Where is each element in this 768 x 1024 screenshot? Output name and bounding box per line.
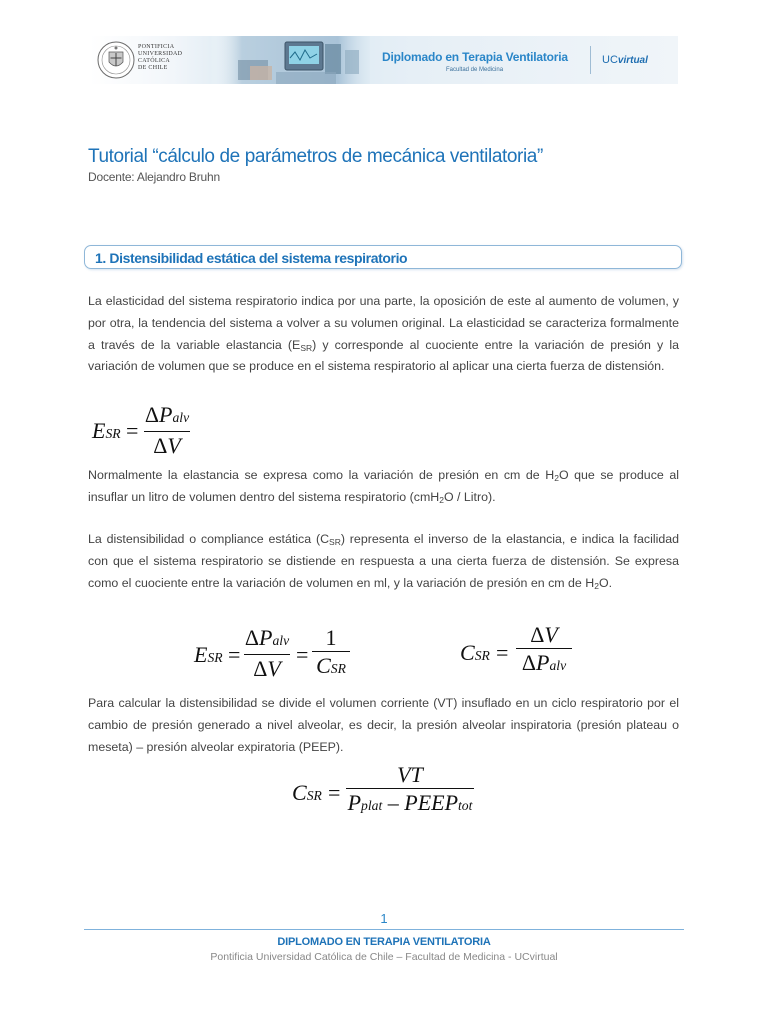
paragraph-compliance-calculation: Para calcular la distensibilidad se divide el volumen corriente (VT) insuflado en un ciclo respiratorio por el cambio de presión generado a nivel alveolar, es decir, la presión alveolar inspiratoria (presión plateau o meseta) – presión alveolar expiratoria (PEEP).: [88, 696, 679, 754]
formula-compliance-vt: CSR = VT Pplat – PEEPtot: [292, 762, 473, 815]
formula-compliance: CSR = ΔV ΔPalv: [458, 622, 578, 690]
uc-label: UC: [602, 54, 618, 66]
paragraph-elastance-units: Normalmente la elastancia se expresa como la variación de presión en cm de $H_2O$ que se produce al insuflar un litro de volumen dentro del sistema respiratorio (cmH$_2$O / Litro).: [88, 468, 679, 505]
document-title: Tutorial “cálculo de parámetros de mecánica ventilatoria”: [88, 146, 543, 167]
banner-divider: [590, 46, 591, 74]
footer-divider: [84, 929, 684, 930]
footer-program-title: DIPLOMADO EN TERAPIA VENTILATORIA: [277, 936, 491, 948]
document-author: Docente: Alejandro Bruhn: [88, 170, 220, 184]
footer-institution: Pontificia Universidad Católica de Chile – Facultad de Medicina - UCvirtual: [210, 951, 558, 963]
university-crest-logo: [96, 40, 136, 80]
virtual-label: virtual: [617, 55, 648, 66]
ucvirtual-logo: [602, 54, 648, 66]
header-banner: [90, 36, 678, 84]
university-name: PONTIFICIA UNIVERSIDAD CATÓLICA DE CHILE: [138, 44, 183, 71]
section-heading-box: [84, 245, 682, 269]
section-title: 1. Distensibilidad estática del sistema respiratorio: [95, 250, 408, 266]
paragraph-compliance: La distensibilidad o compliance estática $(C_{SR})$ representa el inverso de la elastancia, e indica la facilidad con que el sistema respiratorio se distiende en respuesta a una cierta fuerza de distensión. Se expresa como el cuociente entre la variación de volumen en ml, y la variación de presión en cm de $H_2O$.: [88, 532, 679, 591]
formula-elastance-inverse: ESR = ΔPalv ΔV = 1 CSR: [192, 622, 362, 690]
page-number: 1: [380, 911, 388, 926]
program-title: Diplomado en Terapia Ventilatoria: [382, 50, 568, 64]
faculty-subtitle: Facultad de Medicina: [446, 67, 504, 73]
formula-elastance: ESR = ΔPalv ΔV: [92, 402, 190, 458]
ventilator-photo: [210, 36, 370, 84]
paragraph-elasticity: La elasticidad del sistema respiratorio indica por una parte, la oposición de este al aumento de volumen, y por otra, la tendencia del sistema a volver a su volumen original. La elasticidad se caracteriza formalmente a través de la variable elastancia $(E_{SR})$ y corresponde al cuociente entre la variación de presión y la variación de volumen que se produce en el sistema respiratorio al aplicar una cierta fuerza de distensión.: [88, 294, 679, 374]
